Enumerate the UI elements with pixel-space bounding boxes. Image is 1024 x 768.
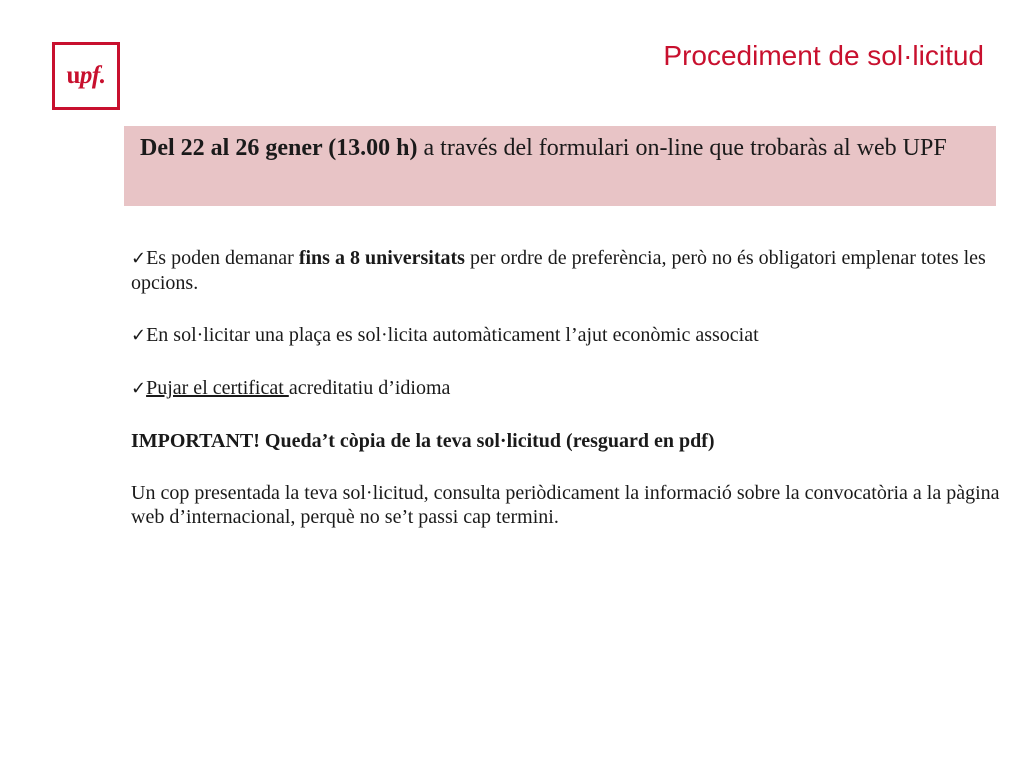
date-banner (124, 126, 996, 206)
list-item-grant (131, 323, 1001, 348)
checkmark-icon: ✓ (131, 248, 147, 269)
banner-text: a través del formulari on-line que trobaràs al web UPF (417, 135, 947, 161)
important-note: IMPORTANT! Queda’t còpia de la teva sol·licitud (resguard en pdf) (131, 430, 715, 452)
list-item-universities (131, 246, 1001, 295)
logo-pf: pf. (79, 62, 106, 89)
page-title: Procediment de sol·licitud (663, 40, 984, 71)
checkmark-icon: ✓ (131, 325, 147, 346)
upf-logo (52, 42, 120, 110)
upload-certificate-link[interactable]: Pujar el certificat (146, 377, 289, 399)
checkmark-icon: ✓ (131, 378, 147, 399)
item1-pre: Es poden demanar (146, 247, 299, 269)
closing-paragraph: Un cop presentada la teva sol·licitud, consulta periòdicament la informació sobre la convocatòria a la pàgina web d’internacional, perquè no se’t passi cap termini. (131, 482, 1000, 528)
banner-dates: Del 22 al 26 gener (13.00 h) (140, 135, 418, 161)
list-item-certificate (131, 376, 1001, 401)
logo-u: u (66, 62, 80, 89)
logo-wordmark (67, 62, 106, 90)
item3-post: acreditatiu d’idioma (288, 377, 451, 399)
item1-bold: fins a 8 universitats (298, 247, 465, 269)
content-body (131, 246, 1001, 557)
item1-post: per ordre de preferència, però no és obligatori emplenar totes les opcions. (131, 247, 986, 294)
item2-text: En sol·licitar una plaça es sol·licita automàticament l’ajut econòmic associat (146, 324, 759, 346)
